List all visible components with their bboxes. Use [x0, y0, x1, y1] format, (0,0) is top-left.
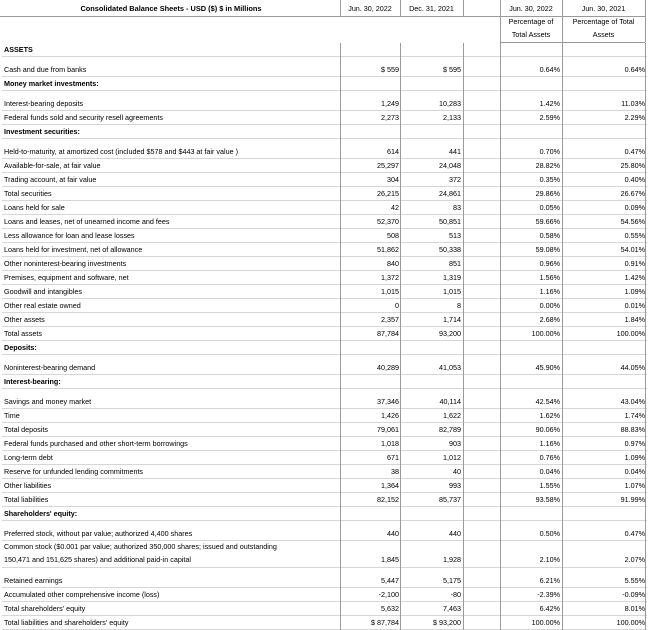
row-label: Cash and due from banks: [4, 65, 87, 74]
table-row: [2, 409, 647, 423]
percent-2021: 2.29%: [624, 113, 645, 122]
value-jun-2022: 1,249: [381, 99, 399, 108]
percent-2022: 0.58%: [539, 231, 560, 240]
percent-2022: 100.00%: [531, 329, 560, 338]
value-dec-2021: [402, 125, 461, 138]
column-header-pct-2021-date: Jun. 30, 2021: [581, 4, 626, 13]
row-label: Other real estate owned: [4, 301, 81, 310]
table-row: [2, 616, 647, 630]
percent-2022: 59.08%: [535, 245, 560, 254]
percent-2021: 25.80%: [620, 161, 645, 170]
value-jun-2022: 5,447: [381, 576, 399, 585]
percent-2022: 1.42%: [539, 99, 560, 108]
table-row: [2, 299, 647, 313]
percent-2022: 59.66%: [535, 217, 560, 226]
percent-2022: 2.59%: [539, 113, 560, 122]
divider: [500, 0, 501, 42]
percent-2022: [502, 43, 560, 56]
percent-2021: 0.40%: [624, 175, 645, 184]
value-dec-2021: 40,114: [439, 397, 461, 406]
row-label: Total securities: [4, 189, 52, 198]
value-dec-2021: 41,053: [439, 363, 461, 372]
row-label: Other noninterest-bearing investments: [4, 259, 127, 268]
table-row: [2, 201, 647, 215]
percent-2022: 28.82%: [535, 161, 560, 170]
percent-2021: [566, 43, 645, 56]
value-dec-2021: [402, 507, 461, 520]
value-jun-2022: $ 559: [381, 65, 399, 74]
table-row: [2, 574, 647, 588]
value-jun-2022: [342, 507, 399, 520]
percent-2022: 90.06%: [535, 425, 560, 434]
table-row: [2, 97, 647, 111]
value-dec-2021: 1,015: [443, 287, 461, 296]
value-dec-2021: 40: [453, 467, 461, 476]
percent-2022: 0.35%: [539, 175, 560, 184]
percent-2021: 0.55%: [624, 231, 645, 240]
percent-2022: 0.04%: [539, 467, 560, 476]
percent-2021: 1.84%: [624, 315, 645, 324]
table-row: [2, 145, 647, 159]
percent-2022: 1.62%: [539, 411, 560, 420]
percent-2021: 5.55%: [624, 576, 645, 585]
table-row: [2, 479, 647, 493]
value-dec-2021: 8: [457, 301, 461, 310]
percent-2021: [566, 507, 645, 520]
row-label: Premises, equipment and software, net: [4, 273, 129, 282]
percent-2021: 100.00%: [616, 618, 645, 627]
column-header-pct-2021-line2: Assets: [592, 30, 615, 39]
column-header-pct-2022-date: Jun. 30, 2022: [509, 4, 553, 13]
percent-2022: [502, 507, 560, 520]
value-jun-2022: 2,357: [381, 315, 399, 324]
value-jun-2022: [342, 341, 399, 354]
table-row: [2, 395, 647, 409]
value-jun-2022: 1,845: [381, 555, 399, 564]
table-row: [2, 215, 647, 229]
percent-2021: 0.09%: [624, 203, 645, 212]
table-row: [2, 437, 647, 451]
percent-2021: 1.09%: [624, 453, 645, 462]
table-row: [2, 43, 647, 57]
percent-2022: 45.90%: [535, 363, 560, 372]
percent-2022: [502, 77, 560, 90]
value-jun-2022: 1,372: [381, 273, 399, 282]
table-row: [2, 451, 647, 465]
value-dec-2021: 1,928: [443, 555, 461, 564]
table-row: [2, 507, 647, 521]
value-dec-2021: 993: [449, 481, 461, 490]
value-jun-2022: [342, 77, 399, 90]
percent-2022: 1.16%: [539, 439, 560, 448]
row-label: Reserve for unfunded lending commitments: [4, 467, 144, 476]
row-label: Long-term debt: [4, 453, 53, 462]
row-label: Total assets: [4, 329, 42, 338]
value-jun-2022: 304: [387, 175, 399, 184]
row-label: Shareholders' equity:: [4, 509, 78, 518]
percent-2021: 0.47%: [624, 529, 645, 538]
value-jun-2022: [342, 125, 399, 138]
table-row: [2, 375, 647, 389]
percent-2022: 0.64%: [539, 65, 560, 74]
table-row: [2, 602, 647, 616]
percent-2021: 0.64%: [624, 65, 645, 74]
divider: [562, 43, 563, 630]
percent-2022: 0.00%: [539, 301, 560, 310]
row-label: Interest-bearing:: [4, 377, 61, 386]
percent-2021: 2.07%: [624, 555, 645, 564]
row-label: ASSETS: [4, 45, 33, 54]
percent-2021: 0.97%: [624, 439, 645, 448]
value-dec-2021: 50,338: [439, 245, 461, 254]
value-jun-2022: 1,426: [381, 411, 399, 420]
divider: [500, 43, 501, 630]
row-label: Total deposits: [4, 425, 48, 434]
percent-2021: 1.07%: [624, 481, 645, 490]
percent-2021: 54.01%: [620, 245, 645, 254]
value-dec-2021: [402, 77, 461, 90]
table-row: [2, 187, 647, 201]
table-row: [2, 229, 647, 243]
row-label: Noninterest-bearing demand: [4, 363, 96, 372]
table-row: [2, 527, 647, 541]
value-dec-2021: 372: [449, 175, 461, 184]
value-jun-2022: 79,061: [377, 425, 399, 434]
value-dec-2021: 85,737: [439, 495, 461, 504]
row-label: Loans held for investment, net of allowance: [4, 245, 143, 254]
percent-2022: -2.39%: [537, 590, 560, 599]
row-label: Savings and money market: [4, 397, 92, 406]
table-row: [2, 493, 647, 507]
value-dec-2021: 1,012: [443, 453, 461, 462]
value-jun-2022: 26,215: [377, 189, 399, 198]
table-row: [2, 111, 647, 125]
row-label: Investment securities:: [4, 127, 80, 136]
value-dec-2021: 1,714: [443, 315, 461, 324]
row-label: Goodwill and intangibles: [4, 287, 82, 296]
percent-2022: 1.56%: [539, 273, 560, 282]
table-row: [2, 257, 647, 271]
row-label-line: Common stock ($0.001 par value; authorized 350,000 shares; issued and outstanding: [4, 542, 277, 551]
value-jun-2022: 2,273: [381, 113, 399, 122]
row-label: Trading account, at fair value: [4, 175, 97, 184]
value-jun-2022: 5,632: [381, 604, 399, 613]
row-label: Preferred stock, without par value; authorized 4,400 shares: [4, 529, 193, 538]
value-dec-2021: 441: [449, 147, 461, 156]
percent-2021: 88.83%: [620, 425, 645, 434]
value-dec-2021: 24,861: [439, 189, 461, 198]
value-dec-2021: 7,463: [443, 604, 461, 613]
row-label: Total liabilities: [4, 495, 49, 504]
percent-2021: 43.04%: [620, 397, 645, 406]
percent-2022: 2.68%: [539, 315, 560, 324]
value-dec-2021: 82,789: [439, 425, 461, 434]
percent-2021: 0.04%: [624, 467, 645, 476]
percent-2022: 100.00%: [531, 618, 560, 627]
percent-2022: 2.10%: [539, 555, 560, 564]
value-jun-2022: 82,152: [377, 495, 399, 504]
percent-2021: -0.09%: [622, 590, 645, 599]
percent-2022: 6.42%: [539, 604, 560, 613]
percent-2021: 26.67%: [620, 189, 645, 198]
value-jun-2022: [342, 43, 399, 56]
percent-2021: 0.47%: [624, 147, 645, 156]
row-label: Total liabilities and shareholders' equity: [4, 618, 129, 627]
percent-2022: 42.54%: [535, 397, 560, 406]
percent-2022: 29.86%: [535, 189, 560, 198]
divider: [562, 0, 563, 42]
table-row: [2, 313, 647, 327]
percent-2021: 1.42%: [624, 273, 645, 282]
value-dec-2021: 440: [449, 529, 461, 538]
percent-2021: [566, 375, 645, 388]
percent-2021: [566, 125, 645, 138]
value-dec-2021: -80: [450, 590, 461, 599]
percent-2022: 0.76%: [539, 453, 560, 462]
column-header-dec-2021: Dec. 31, 2021: [409, 4, 454, 13]
value-jun-2022: 840: [387, 259, 399, 268]
table-row: [2, 341, 647, 355]
row-label: Held-to-maturity, at amortized cost (included $578 and $443 at fair value ): [4, 147, 238, 156]
percent-2021: 8.01%: [624, 604, 645, 613]
divider: [400, 0, 401, 16]
percent-2022: 1.16%: [539, 287, 560, 296]
row-label: Federal funds sold and security resell agreements: [4, 113, 164, 122]
value-dec-2021: 513: [449, 231, 461, 240]
value-jun-2022: 38: [391, 467, 399, 476]
divider: [400, 43, 401, 630]
value-dec-2021: [402, 375, 461, 388]
value-jun-2022: 1,018: [381, 439, 399, 448]
value-dec-2021: 24,048: [439, 161, 461, 170]
value-jun-2022: 40,289: [377, 363, 399, 372]
value-dec-2021: 50,851: [439, 217, 461, 226]
percent-2022: 0.96%: [539, 259, 560, 268]
percent-2022: 0.50%: [539, 529, 560, 538]
table-row: [2, 159, 647, 173]
divider: [0, 16, 645, 17]
table-row: [2, 541, 647, 568]
value-dec-2021: 1,319: [443, 273, 461, 282]
percent-2021: 54.56%: [620, 217, 645, 226]
column-header-pct-2022-line1: Percentage of: [508, 17, 554, 26]
value-jun-2022: 42: [391, 203, 399, 212]
percent-2022: 0.05%: [539, 203, 560, 212]
table-row: [2, 63, 647, 77]
value-jun-2022: -2,100: [378, 590, 399, 599]
value-jun-2022: 1,364: [381, 481, 399, 490]
value-jun-2022: 25,297: [377, 161, 399, 170]
table-row: [2, 588, 647, 602]
value-jun-2022: 440: [387, 529, 399, 538]
percent-2021: [566, 77, 645, 90]
percent-2021: 1.74%: [624, 411, 645, 420]
row-label: Interest-bearing deposits: [4, 99, 84, 108]
percent-2021: 44.05%: [620, 363, 645, 372]
value-dec-2021: $ 93,200: [433, 618, 461, 627]
table-row: [2, 285, 647, 299]
row-label: Deposits:: [4, 343, 37, 352]
percent-2021: 91.99%: [620, 495, 645, 504]
table-row: [2, 125, 647, 139]
divider: [463, 0, 464, 16]
row-label: Total shareholders' equity: [4, 604, 86, 613]
row-label: Loans held for sale: [4, 203, 65, 212]
value-dec-2021: [402, 43, 461, 56]
row-label: Time: [4, 411, 20, 420]
row-label: Retained earnings: [4, 576, 63, 585]
percent-2021: 11.03%: [621, 99, 645, 108]
value-dec-2021: 93,200: [439, 329, 461, 338]
percent-2022: 1.55%: [539, 481, 560, 490]
value-dec-2021: 851: [449, 259, 461, 268]
value-jun-2022: 37,346: [377, 397, 399, 406]
value-jun-2022: [342, 375, 399, 388]
divider: [645, 43, 646, 630]
percent-2021: [566, 341, 645, 354]
table-header: [0, 0, 645, 42]
table-row: [2, 361, 647, 375]
row-label: Other assets: [4, 315, 45, 324]
column-header-jun-2022: Jun. 30, 2022: [348, 4, 392, 13]
value-jun-2022: 51,862: [377, 245, 399, 254]
value-jun-2022: 671: [387, 453, 399, 462]
value-dec-2021: 5,175: [443, 576, 461, 585]
row-label: Available-for-sale, at fair value: [4, 161, 101, 170]
divider: [340, 43, 341, 630]
row-label: Loans and leases, net of unearned income and fees: [4, 217, 170, 226]
percent-2022: 6.21%: [539, 576, 560, 585]
value-dec-2021: [402, 341, 461, 354]
value-jun-2022: 508: [387, 231, 399, 240]
table-row: [2, 327, 647, 341]
percent-2021: 0.01%: [624, 301, 645, 310]
value-jun-2022: 614: [387, 147, 399, 156]
value-dec-2021: 1,622: [443, 411, 461, 420]
percent-2022: [502, 375, 560, 388]
table-row: [2, 173, 647, 187]
row-label: Federal funds purchased and other short-term borrowings: [4, 439, 188, 448]
value-jun-2022: 87,784: [377, 329, 399, 338]
value-dec-2021: 903: [449, 439, 461, 448]
row-label: Less allowance for loan and lease losses: [4, 231, 135, 240]
value-jun-2022: 0: [395, 301, 399, 310]
percent-2021: 0.91%: [624, 259, 645, 268]
percent-2022: [502, 125, 560, 138]
table-title: Consolidated Balance Sheets - USD ($) $ in Millions: [80, 4, 262, 13]
row-label-line: 150,471 and 151,625 shares) and additional paid-in capital: [4, 554, 192, 564]
percent-2022: 0.70%: [539, 147, 560, 156]
table-row: [2, 423, 647, 437]
divider: [340, 0, 341, 16]
table-row: [2, 271, 647, 285]
column-header-pct-2021-line1: Percentage of Total: [572, 17, 635, 26]
value-dec-2021: 2,133: [443, 113, 461, 122]
percent-2021: 100.00%: [616, 329, 645, 338]
row-label: Accumulated other comprehensive income (loss): [4, 590, 160, 599]
divider: [463, 43, 464, 630]
value-jun-2022: 1,015: [381, 287, 399, 296]
row-label: Other liabilities: [4, 481, 52, 490]
percent-2022: 93.58%: [535, 495, 560, 504]
value-dec-2021: 83: [453, 203, 461, 212]
balance-sheet-table: [2, 43, 647, 630]
percent-2021: 1.09%: [624, 287, 645, 296]
value-jun-2022: $ 87,784: [371, 618, 399, 627]
row-label: [4, 541, 342, 567]
column-header-pct-2022-line2: Total Assets: [511, 30, 551, 39]
row-label: Money market investments:: [4, 79, 99, 88]
percent-2022: [502, 341, 560, 354]
table-row: [2, 77, 647, 91]
table-row: [2, 243, 647, 257]
table-row: [2, 465, 647, 479]
divider: [645, 0, 646, 42]
value-dec-2021: 10,283: [439, 99, 461, 108]
value-dec-2021: $ 595: [443, 65, 461, 74]
value-jun-2022: 52,370: [377, 217, 399, 226]
